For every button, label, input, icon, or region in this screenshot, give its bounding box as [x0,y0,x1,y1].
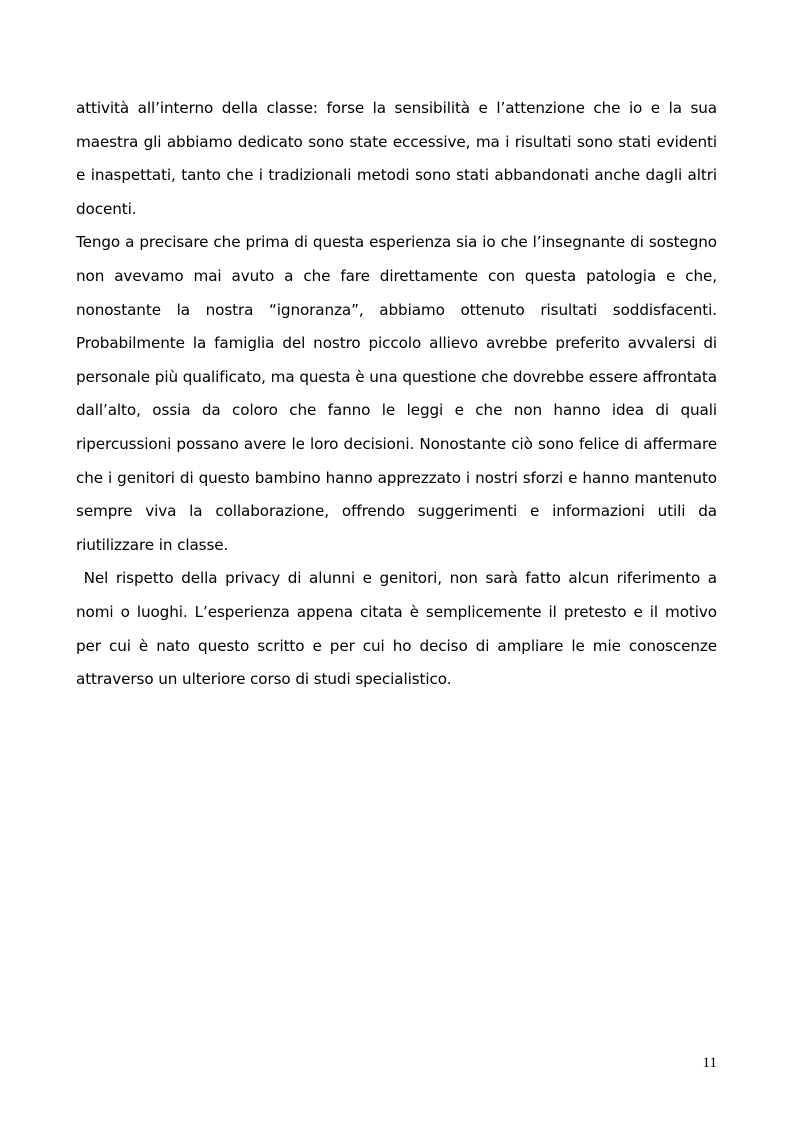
paragraph-1: attività all’interno della classe: forse la sensibilità e l’attenzione che io e la sua maestra gli abbiamo dedicato sono state eccessive, ma i risultati sono stati evidenti e inaspettati, tanto che i tradizionali metodi sono stati abbandonati anche dagli altri docenti. [76,99,717,218]
paragraph-2: Tengo a precisare che prima di questa esperienza sia io che l’insegnante di sostegno non avevamo mai avuto a che fare direttamente con questa patologia e che, nonostante la nostra “ignoranza”, abbiamo ottenuto risultati soddisfacenti. Probabilmente la famiglia del nostro piccolo allievo avrebbe preferito avvalersi di personale più qualificato, ma questa è una questione che dovrebbe essere affrontata dall’alto, ossia da coloro che fanno le leggi e che non hanno idea di quali ripercussioni possano avere le loro decisioni. Nonostante ciò sono felice di affermare che i genitori di questo bambino hanno apprezzato i nostri sforzi e hanno mantenuto sempre viva la collaborazione, offrendo suggerimenti e informazioni utili da riutilizzare in classe. [76,233,717,554]
body-text [76,92,722,697]
page-number: 11 [702,1055,717,1071]
paragraph-3: Nel rispetto della privacy di alunni e genitori, non sarà fatto alcun riferimento a nomi o luoghi. L’esperienza appena citata è semplicemente il pretesto e il motivo per cui è nato questo scritto e per cui ho deciso di ampliare le mie conoscenze attraverso un ulteriore corso di studi specialistico. [76,569,722,689]
